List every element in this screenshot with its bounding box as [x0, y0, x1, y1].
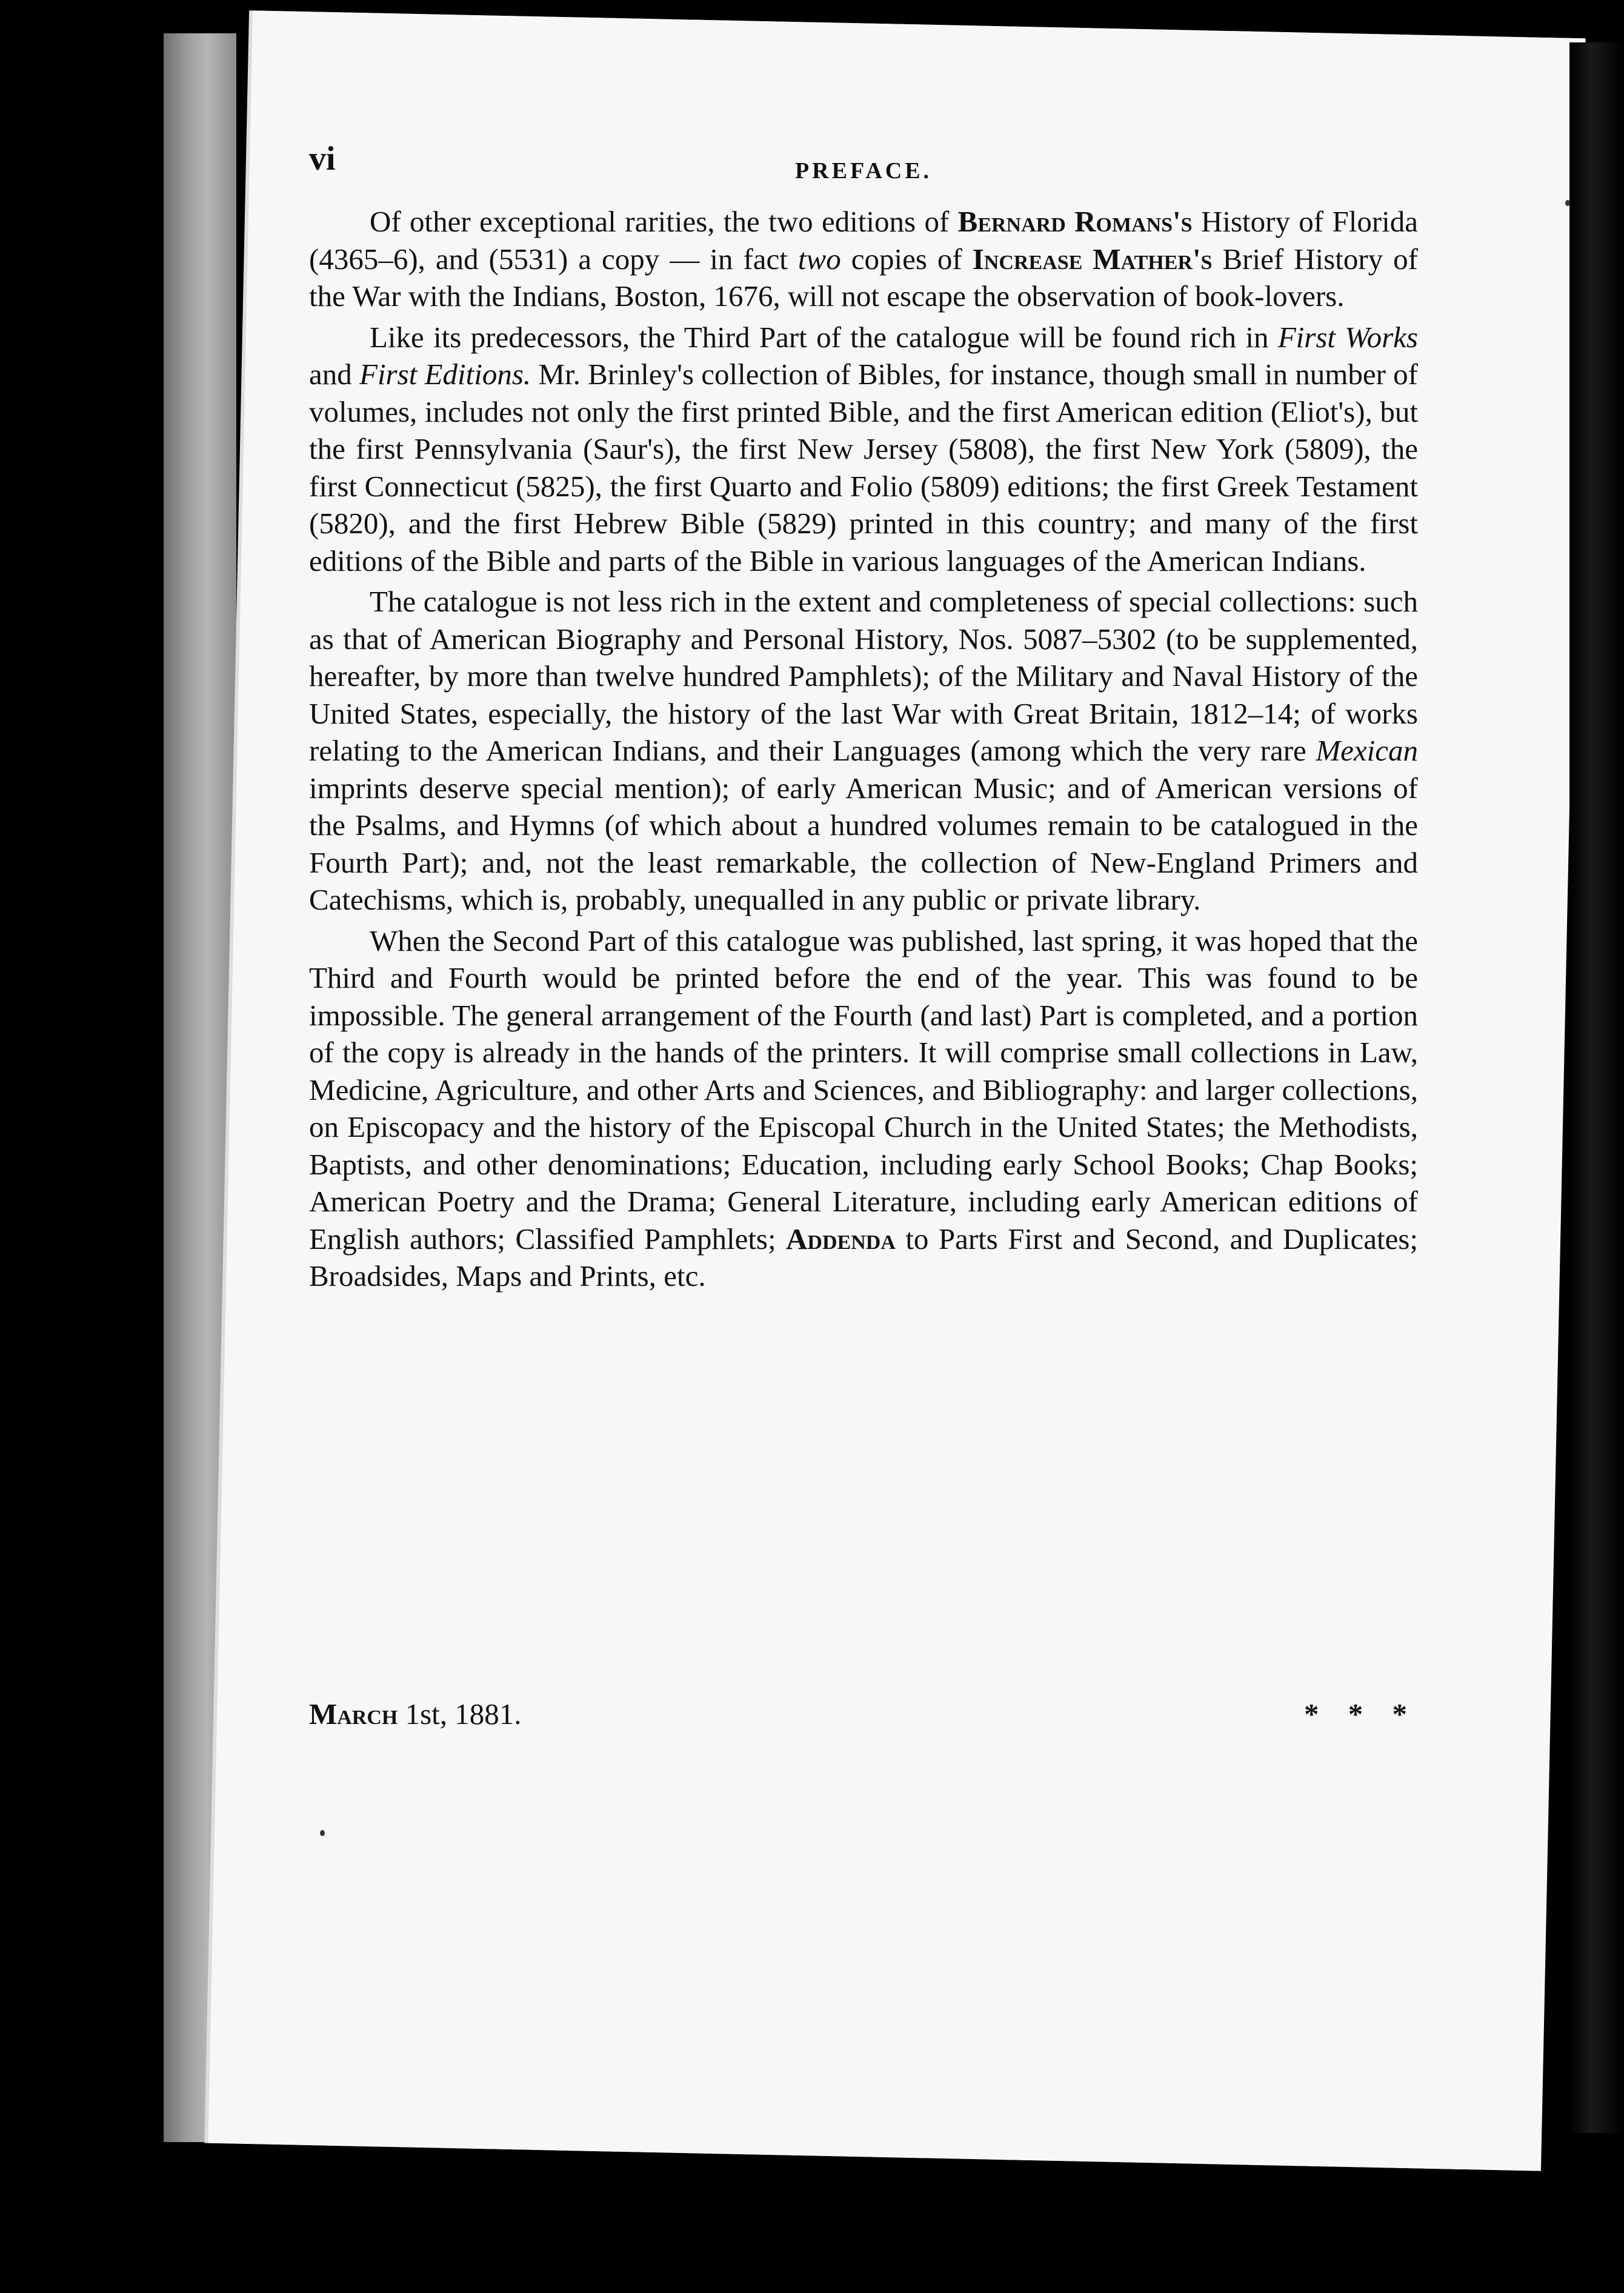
italic-text: Mexican	[1316, 734, 1418, 767]
signature-line	[309, 1697, 1418, 1739]
author-asterisks: * * *	[1304, 1697, 1418, 1731]
italic-text: First Editions.	[359, 358, 531, 391]
text-run: When the Second Part of this catalogue was published, last spring, it was hoped that the Third and Fourth would be printed before the end of the year. This was found to be impossible. The general arrangement of the Fourth (and last) Part is completed, and a portion of the copy is already in the hands of the printers. It will comprise small collections in Law, Medicine, Agriculture, and other Arts and Sciences, and Bibliography: and larger collections, on Episcopacy and the history of the Episcopal Church in the United States; the Methodists, Baptists, and other denominations; Education, including early School Books; Chap Books; American Poetry and the Drama; General Literature, including early American editions of English authors; Classified Pamphlets;	[309, 924, 1418, 1256]
preface-body	[309, 203, 1418, 1299]
speck-mark	[320, 1830, 325, 1836]
text-run: and	[309, 358, 360, 391]
preface-paragraph	[309, 922, 1418, 1295]
text-run: Like its predecessors, the Third Part of the catalogue will be found rich in	[370, 320, 1278, 354]
text-run: The catalogue is not less rich in the extent and completeness of special collections: such as that of American Biography and Personal History, Nos. 5087–5302 (to be supplemented, hereafter, by more than twelve hundred Pamphlets); of the Military and Naval History of the United States, especially, the history of the last War with Great Britain, 1812–14; of works relating to the American Indians, and their Languages (among which the very rare	[309, 585, 1418, 767]
preface-date	[309, 1697, 522, 1731]
smallcaps-text: Increase Mather's	[972, 242, 1213, 276]
text-run: Brief History of the War with the Indians, Boston, 1676, will not escape the observation of book-lovers.	[309, 242, 1419, 313]
text-run: History of Florida (4365–6), and (5531) a copy — in fact	[309, 205, 1418, 276]
text-run: copies of	[840, 242, 973, 276]
speck-mark	[1565, 200, 1570, 206]
page-number: vi	[309, 140, 336, 178]
smallcaps-text: Addenda	[786, 1222, 896, 1256]
italic-text: First Works	[1277, 320, 1418, 354]
text-run: Mr. Brinley's collection of Bibles, for instance, though small in number of volumes, includes not only the first printed Bible, and the first American edition (Eliot's), but the first Pennsylvania (Saur's), the first New Jersey (5808), the first New York (5809), the first Connecticut (5825), the first Quarto and Folio (5809) editions; the first Greek Testament (5820), and the first Hebrew Bible (5829) printed in this country; and many of the first editions of the Bible and parts of the Bible in various languages of the American Indians.	[309, 358, 1418, 577]
text-run: imprints deserve special mention); of early American Music; and of American versions of the Psalms, and Hymns (of which about a hundred volumes remain to be catalogued in the Fourth Part); and, not the least remarkable, the collection of New-England Primers and Catechisms, which is, probably, unequalled in any public or private library.	[309, 771, 1418, 916]
preface-paragraph	[309, 319, 1418, 580]
date-day-year: 1st, 1881.	[398, 1697, 522, 1731]
italic-text: two	[797, 242, 841, 276]
smallcaps-text: Bernard Romans's	[957, 205, 1193, 238]
text-run: to Parts First and Second, and Duplicates; Broadsides, Maps and Prints, etc.	[309, 1222, 1418, 1293]
page-header	[309, 139, 1418, 188]
date-month: March	[309, 1697, 398, 1731]
preface-paragraph	[309, 583, 1418, 919]
preface-paragraph	[309, 203, 1418, 315]
running-head: PREFACE.	[794, 158, 933, 184]
facing-page-edge	[1569, 42, 1624, 2133]
text-run: Of other exceptional rarities, the two editions of	[370, 205, 958, 238]
